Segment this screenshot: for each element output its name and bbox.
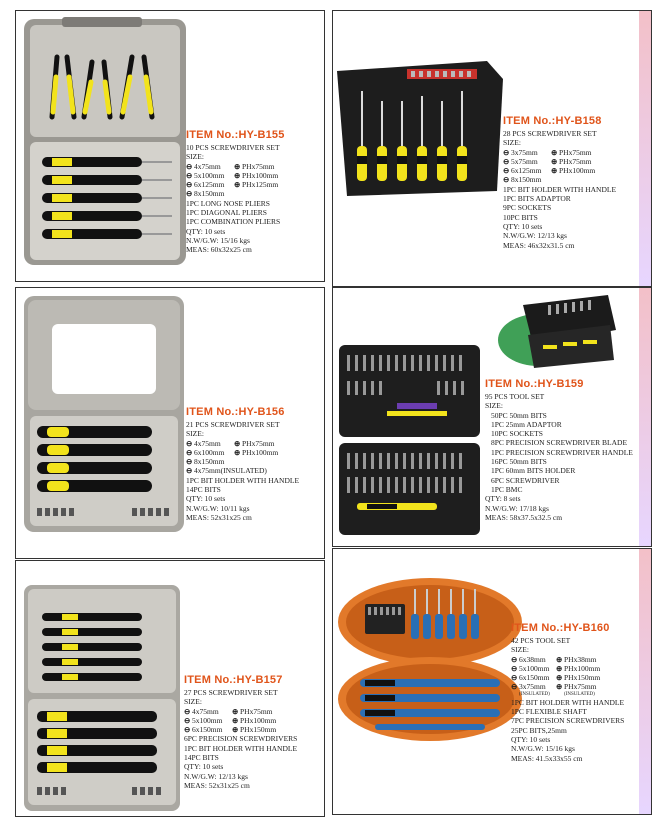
measurement: MEAS: 52x31x25 cm xyxy=(184,780,250,790)
size-table xyxy=(511,655,624,698)
size-label: SIZE: xyxy=(503,138,521,148)
item-number: ITEM No.:HY-B157 xyxy=(184,674,283,686)
weight: N.W/G.W: 10/11 kgs xyxy=(186,503,250,513)
slotted-icon: ⊖ xyxy=(511,673,518,683)
phillips-icon: ⊕ xyxy=(556,673,563,683)
phillips-icon: ⊕ xyxy=(556,654,563,664)
size-cell: ⊕ PHx100mm xyxy=(556,663,601,673)
side-strip xyxy=(639,549,651,814)
item-details xyxy=(511,622,624,763)
size-cell: ⊖ 5x100mm xyxy=(186,170,225,180)
size-cell: ⊖ 6x100mm xyxy=(186,447,225,457)
item-details xyxy=(184,674,297,790)
slotted-icon: ⊖ xyxy=(186,180,193,190)
component-line: 1PC BIT HOLDER WITH HANDLE xyxy=(184,743,298,753)
item-details xyxy=(186,406,299,522)
component-line: 16PC 50mm BITS xyxy=(491,457,547,467)
size-table xyxy=(186,162,294,199)
size-cell: ⊕ PHx75mm xyxy=(234,161,275,171)
slotted-icon: ⊖ xyxy=(503,166,510,176)
size-cell: ⊕ PHx150mm xyxy=(556,673,601,683)
phillips-icon: ⊕ xyxy=(232,715,239,725)
component-line: 25PC BITS,25mm xyxy=(511,725,567,735)
toolset-photo-b159-inset xyxy=(498,290,618,370)
size-cell: ⊖ 4x75mm xyxy=(186,161,221,171)
size-cell: ⊕ PHx75mm xyxy=(551,147,592,157)
component-line: 1PC LONG NOSE PLIERS xyxy=(186,198,270,208)
quantity: QTY: 10 sets xyxy=(186,494,226,504)
toolset-photo-b156 xyxy=(22,294,186,534)
size-cell: ⊕ PHx38mm xyxy=(556,654,597,664)
component-line: 1PC BMC xyxy=(491,484,523,494)
slotted-icon: ⊖ xyxy=(186,161,193,171)
component-line: 8PC PRECISION SCREWDRIVER BLADE xyxy=(491,438,628,448)
component-line: 1PC COMBINATION PLIERS xyxy=(186,217,281,227)
size-cell: ⊖ 4x75mm xyxy=(186,438,221,448)
insulated-note: (INSULATED) xyxy=(519,691,550,697)
component-line: 6PC PRECISION SCREWDRIVERS xyxy=(184,734,298,744)
quantity: QTY: 10 sets xyxy=(503,221,543,231)
size-table xyxy=(184,707,297,735)
slotted-icon: ⊖ xyxy=(184,706,191,716)
toolset-photo-b157 xyxy=(22,583,182,813)
size-cell: ⊖ 6x150mm xyxy=(511,673,550,683)
measurement: MEAS: 60x32x25 cm xyxy=(186,245,252,255)
weight: N.W/G.W: 15/16 kgs xyxy=(186,235,250,245)
item-number: ITEM No.:HY-B160 xyxy=(511,622,610,634)
component-line: 1PC BIT HOLDER WITH HANDLE xyxy=(186,475,300,485)
component-line: 1PC PRECISION SCREWDRIVER HANDLE xyxy=(491,447,633,457)
size-label: SIZE: xyxy=(511,645,529,655)
size-cell: ⊖ 6x125mm xyxy=(186,180,225,190)
phillips-icon: ⊕ xyxy=(234,438,241,448)
slotted-icon: ⊖ xyxy=(186,189,193,199)
item-name: 27 PCS SCREWDRIVER SET xyxy=(184,688,278,697)
size-cell: ⊕ PHx100mm xyxy=(232,715,277,725)
size-table xyxy=(186,439,299,476)
size-cell: ⊖ 6x125mm xyxy=(503,166,542,176)
item-number: ITEM No.:HY-B155 xyxy=(186,129,285,141)
size-cell: ⊕ PHx100mm xyxy=(234,170,279,180)
size-cell: ⊕ PHx150mm xyxy=(232,725,277,735)
component-list xyxy=(485,411,633,495)
size-cell: ⊖ 3x75mm xyxy=(511,682,546,692)
quantity: QTY: 8 sets xyxy=(485,494,521,504)
component-line: 9PC SOCKETS xyxy=(503,203,552,213)
measurement: MEAS: 58x37.5x32.5 cm xyxy=(485,512,563,522)
slotted-icon: ⊖ xyxy=(511,654,518,664)
size-cell: ⊕ PHx75mm xyxy=(551,156,592,166)
slotted-icon: ⊖ xyxy=(184,725,191,735)
phillips-icon: ⊕ xyxy=(234,161,241,171)
item-details xyxy=(485,378,633,522)
component-line: 1PC FLEXIBLE SHAFT xyxy=(511,707,587,717)
size-cell: ⊕ PHx75mm xyxy=(556,682,597,692)
size-cell: ⊖ 6x38mm xyxy=(511,654,546,664)
measurement: MEAS: 41.5x33x55 cm xyxy=(511,753,583,763)
size-label: SIZE: xyxy=(186,429,204,439)
item-name: 42 PCS TOOL SET xyxy=(511,636,571,645)
size-cell: ⊕ PHx100mm xyxy=(234,447,279,457)
item-number: ITEM No.:HY-B158 xyxy=(503,115,602,127)
side-strip xyxy=(639,288,651,546)
slotted-icon: ⊖ xyxy=(511,663,518,673)
phillips-icon: ⊕ xyxy=(234,180,241,190)
component-line: 14PC BITS xyxy=(184,753,219,763)
component-line: 14PC BITS xyxy=(186,485,221,495)
slotted-icon: ⊖ xyxy=(186,170,193,180)
side-strip xyxy=(639,11,651,286)
size-cell: ⊖ 8x150mm xyxy=(186,189,225,199)
toolset-photo-b160 xyxy=(335,574,525,744)
component-line: 50PC 50mm BITS xyxy=(491,410,547,420)
slotted-icon: ⊖ xyxy=(503,175,510,185)
component-line: 10PC SOCKETS xyxy=(491,429,543,439)
product-card-hy-b160 xyxy=(332,548,652,815)
component-line: 1PC BIT HOLDER WITH HANDLE xyxy=(511,697,625,707)
size-cell: ⊖ 5x100mm xyxy=(184,715,223,725)
component-line: 1PC 60mm BITS HOLDER xyxy=(491,466,576,476)
component-line: 6PC SCREWDRIVER xyxy=(491,475,560,485)
item-details xyxy=(503,115,616,250)
size-cell: ⊖ 5x100mm xyxy=(511,663,550,673)
weight: N.W/G.W: 12/13 kgs xyxy=(184,771,248,781)
phillips-icon: ⊕ xyxy=(551,166,558,176)
size-table xyxy=(503,148,616,185)
product-card-hy-b157 xyxy=(15,560,325,817)
size-label: SIZE: xyxy=(184,697,202,707)
component-line: 1PC 25mm ADAPTOR xyxy=(491,419,562,429)
phillips-icon: ⊕ xyxy=(551,147,558,157)
product-card-hy-b158 xyxy=(332,10,652,287)
slotted-icon: ⊖ xyxy=(511,682,518,692)
component-line: 1PC BITS ADAPTOR xyxy=(503,194,571,204)
weight: N.W/G.W: 15/16 kgs xyxy=(511,744,575,754)
size-cell: ⊖ 6x150mm xyxy=(184,725,223,735)
item-details xyxy=(186,129,294,255)
size-label: SIZE: xyxy=(186,152,204,162)
product-card-hy-b156 xyxy=(15,287,325,559)
phillips-icon: ⊕ xyxy=(556,663,563,673)
phillips-icon: ⊕ xyxy=(234,170,241,180)
slotted-icon: ⊖ xyxy=(184,715,191,725)
slotted-icon: ⊖ xyxy=(186,447,193,457)
quantity: QTY: 10 sets xyxy=(184,762,224,772)
slotted-icon: ⊖ xyxy=(503,147,510,157)
quantity: QTY: 10 sets xyxy=(511,734,551,744)
item-name: 10 PCS SCREWDRIVER SET xyxy=(186,143,280,152)
measurement: MEAS: 46x32x31.5 cm xyxy=(503,240,575,250)
measurement: MEAS: 52x31x25 cm xyxy=(186,512,252,522)
quantity: QTY: 10 sets xyxy=(186,226,226,236)
toolset-photo-b155 xyxy=(22,17,188,267)
slotted-icon: ⊖ xyxy=(186,438,193,448)
insulated-note: (INSULATED) xyxy=(564,691,595,697)
phillips-icon: ⊕ xyxy=(551,156,558,166)
component-line: 1PC BIT HOLDER WITH HANDLE xyxy=(503,184,617,194)
size-cell: ⊕ PHx125mm xyxy=(234,180,279,190)
toolset-photo-b158 xyxy=(337,61,503,196)
phillips-icon: ⊕ xyxy=(232,706,239,716)
slotted-icon: ⊖ xyxy=(503,156,510,166)
weight: N.W/G.W: 17/18 kgs xyxy=(485,503,549,513)
phillips-icon: ⊕ xyxy=(234,447,241,457)
weight: N.W/G.W: 12/13 kgs xyxy=(503,231,567,241)
size-cell: ⊖ 3x75mm xyxy=(503,147,538,157)
item-number: ITEM No.:HY-B159 xyxy=(485,378,584,390)
size-cell: ⊖ 8x150mm xyxy=(503,175,542,185)
size-cell: ⊕ PHx75mm xyxy=(234,438,275,448)
product-card-hy-b159 xyxy=(332,287,652,547)
size-cell: ⊖ 4x75mm(INSULATED) xyxy=(186,466,267,476)
size-cell: ⊖ 8x150mm xyxy=(186,457,225,467)
size-label: SIZE: xyxy=(485,401,503,411)
size-cell: ⊕ PHx100mm xyxy=(551,166,596,176)
slotted-icon: ⊖ xyxy=(186,466,193,476)
toolset-photo-b159 xyxy=(337,343,482,538)
component-line: 1PC DIAGONAL PLIERS xyxy=(186,208,267,218)
product-card-hy-b155 xyxy=(15,10,325,282)
phillips-icon: ⊕ xyxy=(556,682,563,692)
component-line: 10PC BITS xyxy=(503,212,538,222)
item-number: ITEM No.:HY-B156 xyxy=(186,406,285,418)
slotted-icon: ⊖ xyxy=(186,457,193,467)
component-line: 7PC PRECISION SCREWDRIVERS xyxy=(511,716,625,726)
size-cell: ⊖ 5x75mm xyxy=(503,156,538,166)
item-name: 28 PCS SCREWDRIVER SET xyxy=(503,129,597,138)
phillips-icon: ⊕ xyxy=(232,725,239,735)
item-name: 21 PCS SCREWDRIVER SET xyxy=(186,420,280,429)
item-name: 95 PCS TOOL SET xyxy=(485,392,545,401)
size-cell: ⊕ PHx75mm xyxy=(232,706,273,716)
size-cell: ⊖ 4x75mm xyxy=(184,706,219,716)
